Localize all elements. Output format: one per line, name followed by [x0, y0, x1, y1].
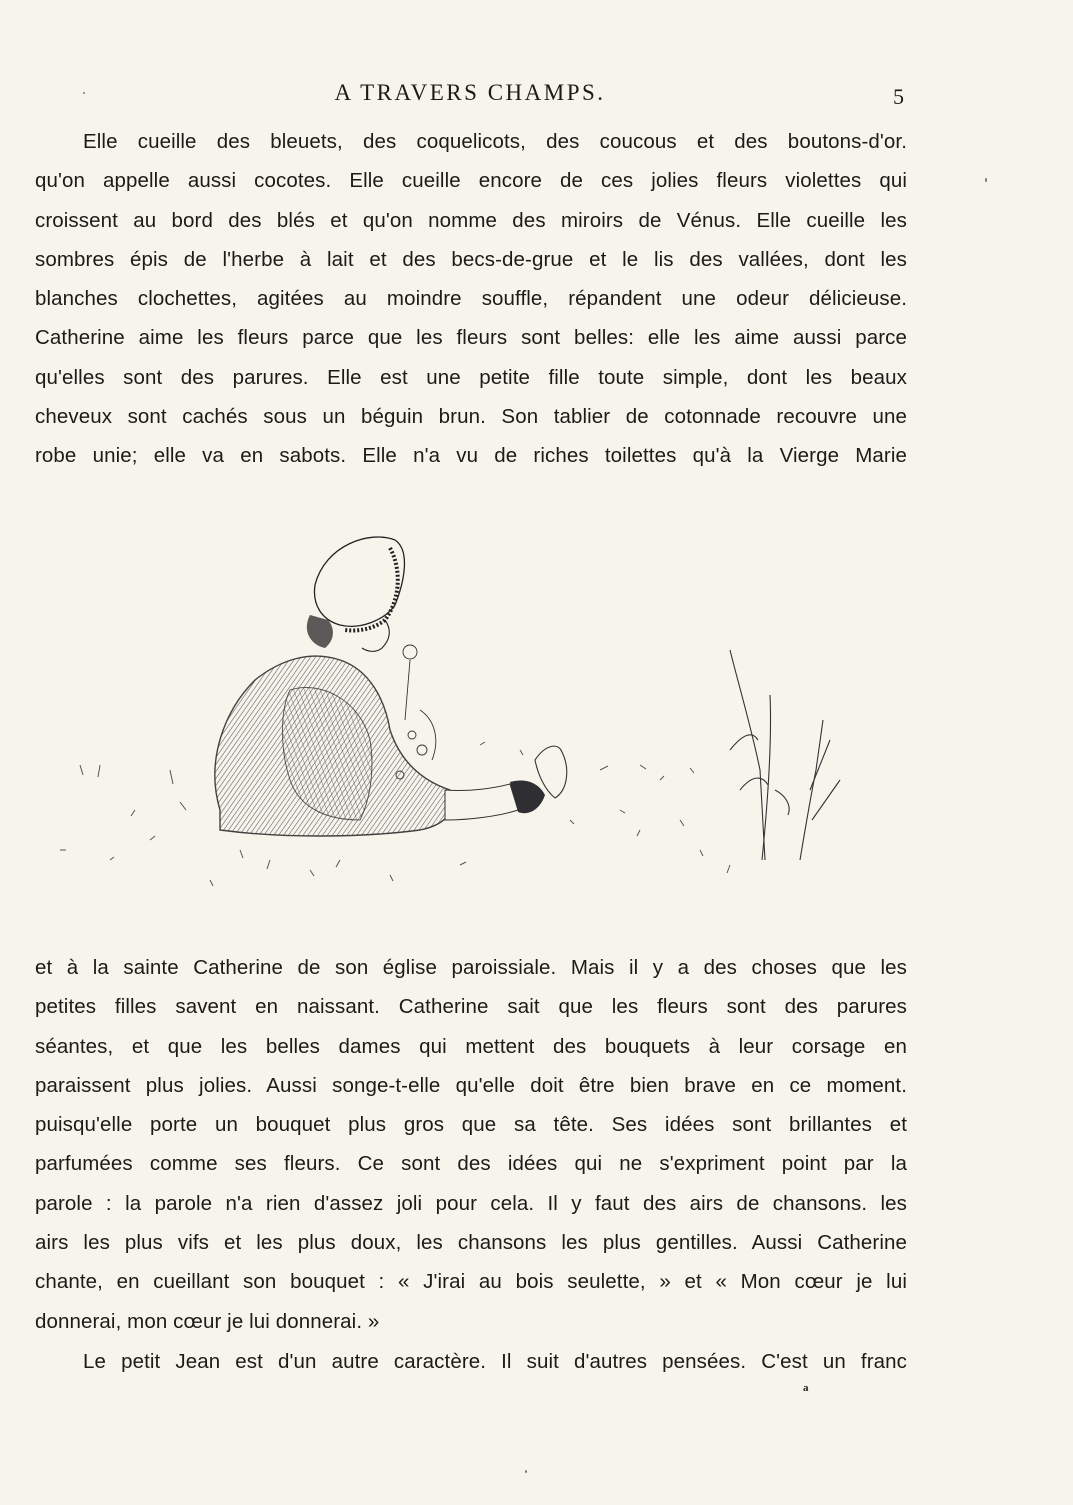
text-line: qu'on appelle aussi cocotes. Elle cueille encore de ces jolies fleurs violettes qui: [35, 169, 907, 193]
text-line: Elle cueille des bleuets, des coquelicots, des coucous et des boutons-d'or.: [83, 130, 907, 153]
running-title: A TRAVERS CHAMPS.: [334, 80, 606, 105]
illustration-girl-with-bouquet: [40, 520, 880, 910]
page-number: 5: [893, 84, 904, 109]
text-line: paraissent plus jolies. Aussi songe-t-elle qu'elle doit être bien brave en ce moment.: [35, 1073, 907, 1097]
text-line: sombres épis de l'herbe à lait et des becs-de-grue et le lis des vallées, dont les: [35, 247, 907, 271]
text-line: puisqu'elle porte un bouquet plus gros que sa tête. Ses idées sont brillantes et: [35, 1113, 907, 1137]
text-line: croissent au bord des blés et qu'on nomme des miroirs de Vénus. Elle cueille les: [35, 208, 907, 232]
text-line: parfumées comme ses fleurs. Ce sont des idées qui ne s'expriment point par la: [35, 1152, 907, 1176]
weed-plant: [730, 650, 840, 860]
paper-speck: [525, 1470, 527, 1473]
text-line: donnerai, mon cœur je lui donnerai. »: [35, 1309, 380, 1333]
text-line: qu'elles sont des parures. Elle est une petite fille toute simple, dont les beaux: [35, 365, 907, 389]
paragraph-2: [35, 948, 907, 1341]
signature-mark: a: [803, 1382, 809, 1394]
text-line: Catherine aime les fleurs parce que les fleurs sont belles: elle les aime aussi parce: [35, 326, 907, 350]
text-line: parole : la parole n'a rien d'assez joli pour cela. Il y faut des airs de chansons. les: [35, 1191, 907, 1215]
text-line: et à la sainte Catherine de son église paroissiale. Mais il y a des choses que les: [35, 956, 907, 979]
girl-figure: [215, 537, 567, 836]
paper-speck: [83, 92, 85, 94]
paper-speck: [985, 178, 987, 182]
text-line: blanches clochettes, agitées au moindre souffle, répandent une odeur délicieuse.: [35, 287, 907, 311]
engraving-drawing: [40, 520, 880, 910]
text-line: chante, en cueillant son bouquet : « J'irai au bois seulette, » et « Mon cœur je lui: [35, 1270, 907, 1294]
paragraph-3: [35, 1342, 907, 1381]
running-head: [0, 80, 1073, 110]
text-line: robe unie; elle va en sabots. Elle n'a vu de riches toilettes qu'à la Vierge Marie: [35, 444, 907, 468]
text-line: séantes, et que les belles dames qui mettent des bouquets à leur corsage en: [35, 1034, 907, 1058]
paragraph-1: [35, 122, 907, 476]
text-line: cheveux sont cachés sous un béguin brun. Son tablier de cotonnade recouvre une: [35, 405, 907, 429]
text-line: Le petit Jean est d'un autre caractère. Il suit d'autres pensées. C'est un franc: [83, 1350, 907, 1373]
text-line: airs les plus vifs et les plus doux, les chansons les plus gentilles. Aussi Catherine: [35, 1231, 907, 1255]
text-line: petites filles savent en naissant. Catherine sait que les fleurs sont des parures: [35, 995, 907, 1019]
